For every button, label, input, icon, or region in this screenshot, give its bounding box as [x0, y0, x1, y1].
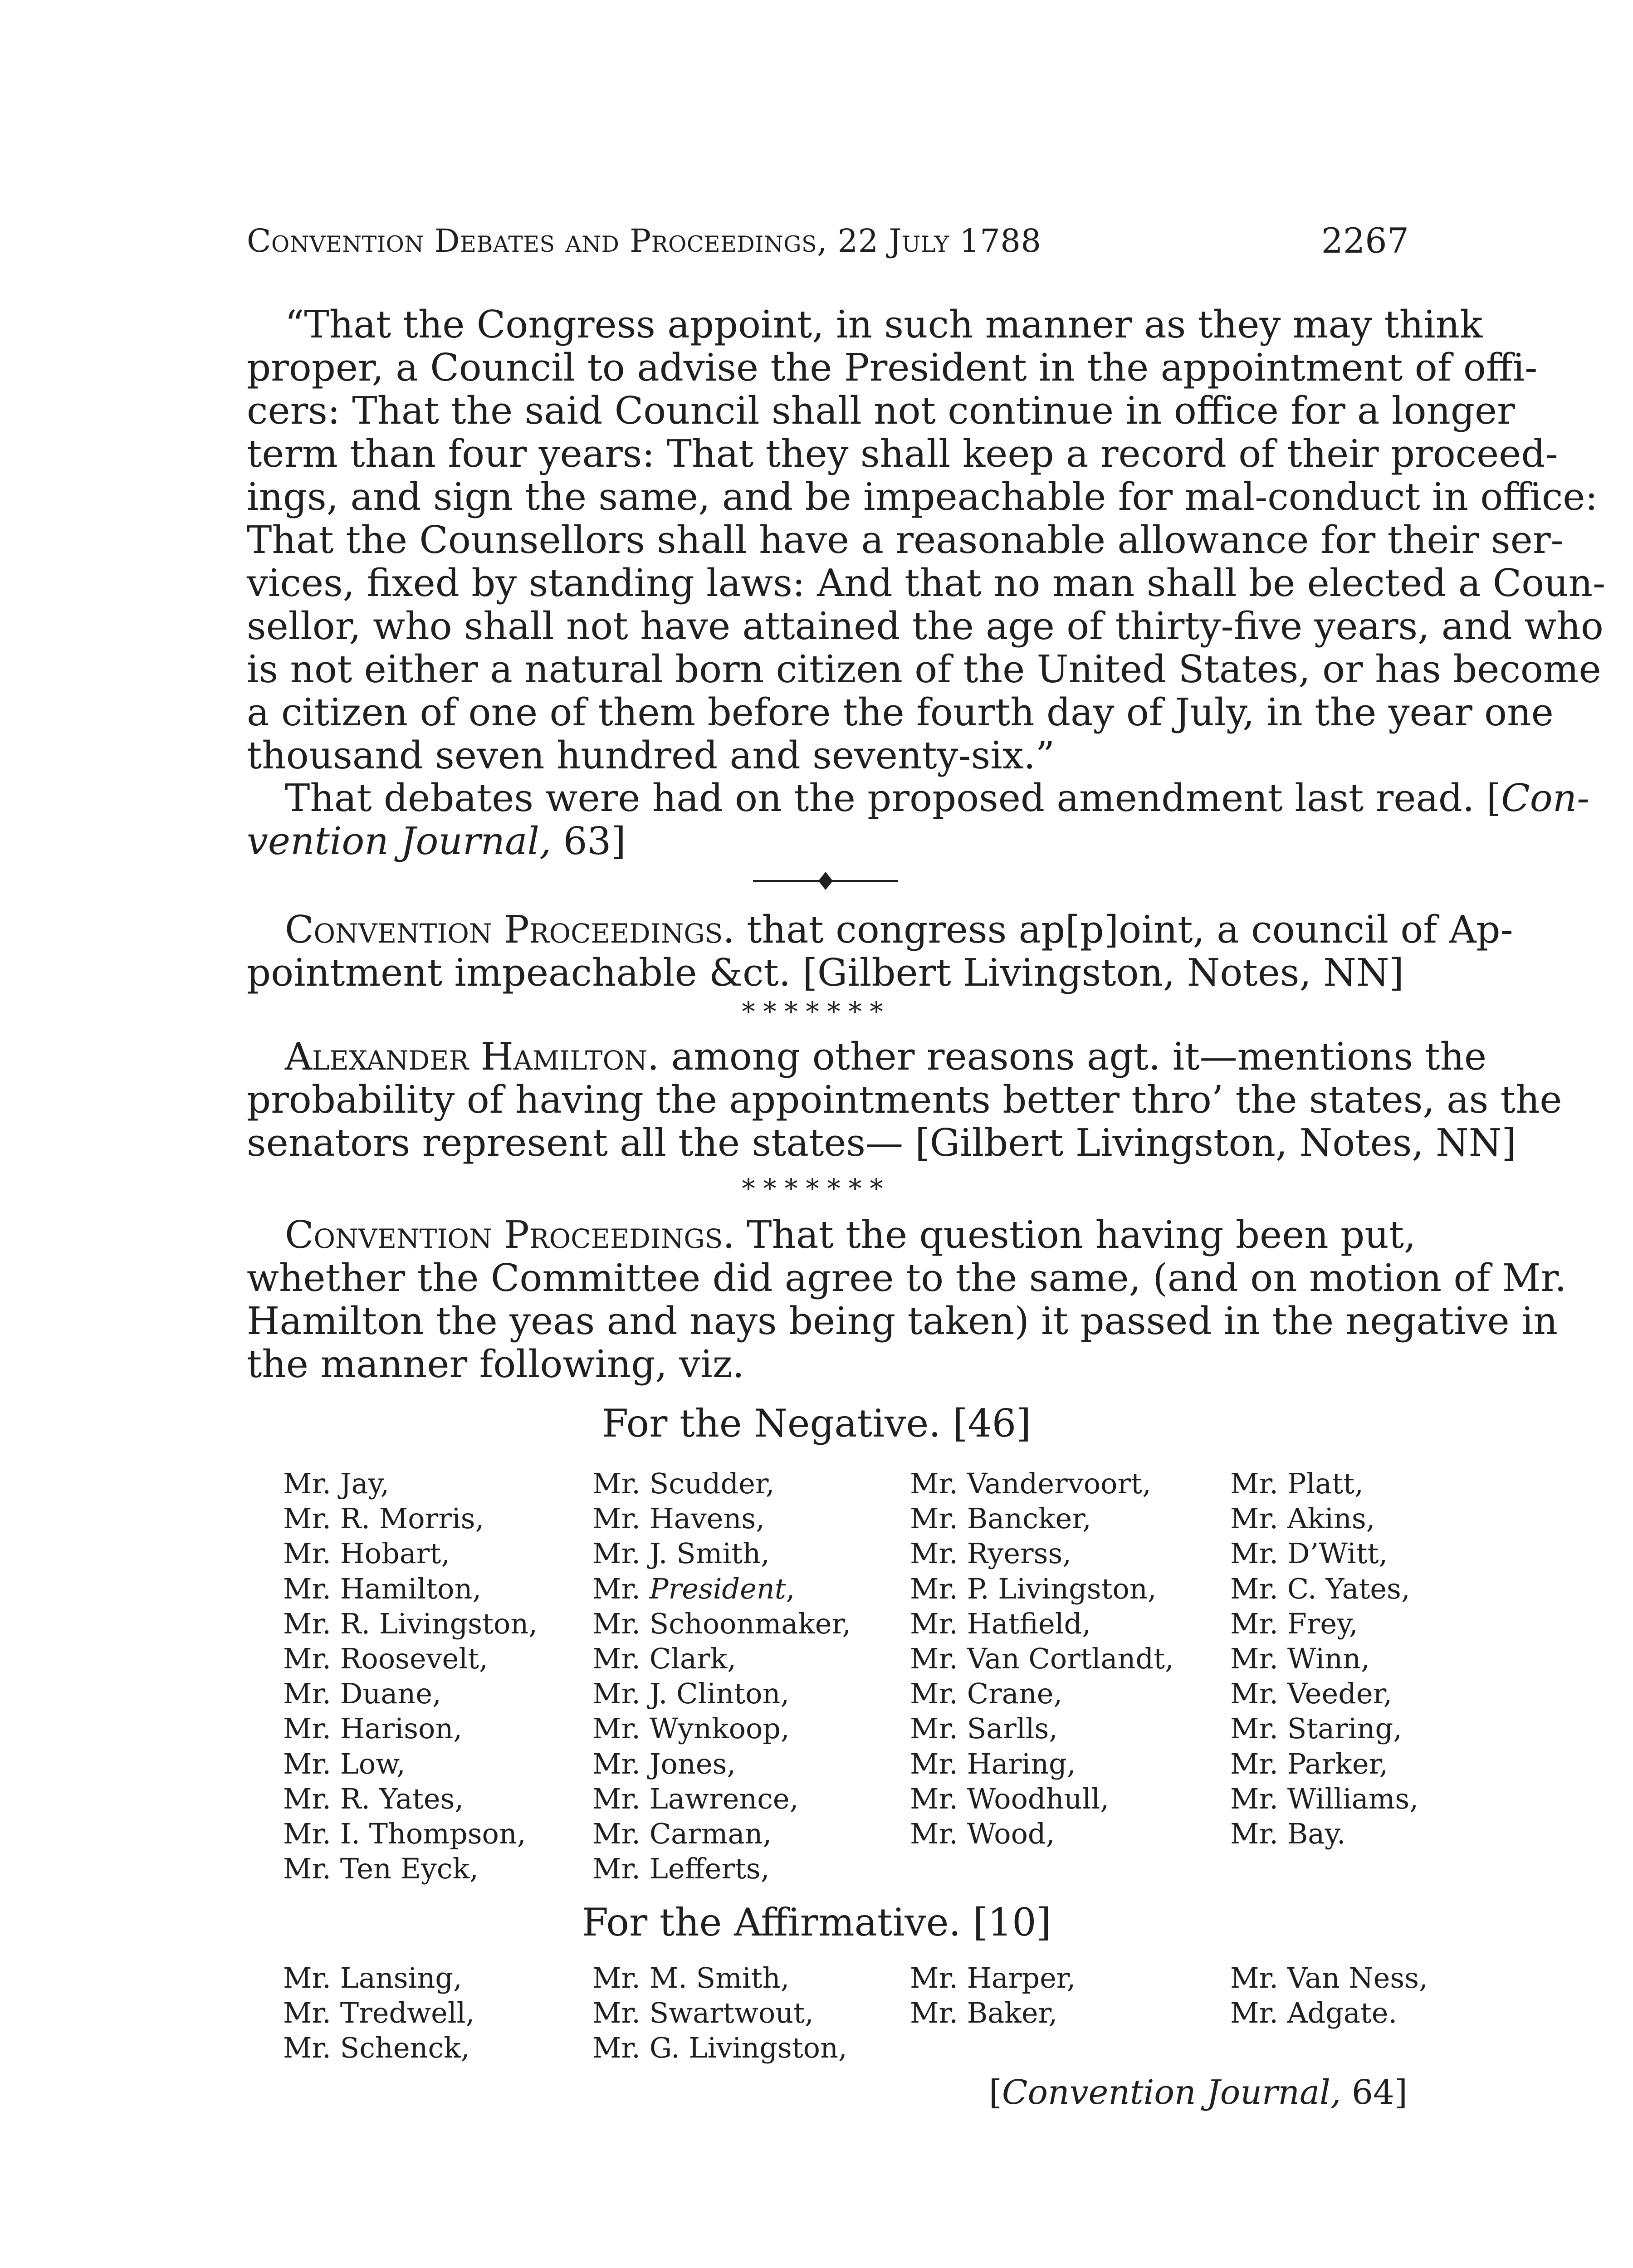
- voter-name: Mr. Harison,: [283, 1712, 463, 1745]
- negative-heading: For the Negative. [46]: [601, 1401, 1032, 1446]
- voter-name: Mr. Swartwout,: [592, 1996, 814, 2030]
- quote-line: “That the Congress appoint, in such manner as they may think: [285, 303, 1483, 347]
- affirmative-heading: For the Affirmative. [10]: [582, 1900, 1051, 1945]
- quote-line: sellor, who shall not have attained the age of thirty-five years, and who: [247, 604, 1604, 648]
- voter-name: Mr. Jay,: [283, 1467, 390, 1500]
- hamilton-line: probability of having the appointments better thro’ the states, as the: [247, 1078, 1562, 1122]
- voter-name: Mr. R. Livingston,: [283, 1607, 538, 1640]
- voter-name: Mr. Hatfield,: [910, 1607, 1091, 1640]
- voter-name: Mr. Wynkoop,: [592, 1712, 790, 1745]
- voter-name: Mr. D’Witt,: [1230, 1537, 1388, 1570]
- voter-name: Mr. Baker,: [910, 1996, 1058, 2030]
- voter-name: Mr. Bancker,: [910, 1502, 1091, 1535]
- asterisk-separator: *******: [742, 1173, 891, 1204]
- voter-name: Mr. Scudder,: [592, 1467, 775, 1500]
- quote-line: vices, fixed by standing laws: And that no man shall be elected a Coun-: [247, 561, 1606, 605]
- voter-name: Mr. Winn,: [1230, 1642, 1370, 1675]
- voter-name: Mr. Tredwell,: [283, 1996, 475, 2030]
- voter-name: Mr. G. Livingston,: [592, 2031, 847, 2065]
- voter-name: Mr. Veeder,: [1230, 1677, 1393, 1711]
- voter-name: Mr. Bay.: [1230, 1817, 1346, 1850]
- vote-paragraph-line: the manner following, viz.: [247, 1342, 744, 1386]
- voter-name: Mr. Williams,: [1230, 1782, 1418, 1815]
- speaker-label: Convention Proceedings.: [285, 1213, 735, 1257]
- voter-name: Mr. Carman,: [592, 1817, 772, 1850]
- voter-name: Mr. Parker,: [1230, 1747, 1389, 1780]
- journal-citation-italic: vention Journal,: [247, 819, 552, 863]
- president-italic: President: [649, 1572, 786, 1605]
- voter-name: Mr. M. Smith,: [592, 1961, 790, 1994]
- voter-name: Mr. Lansing,: [283, 1961, 462, 1994]
- citation-page: 64]: [1341, 2073, 1408, 2112]
- voter-name: Mr. Sarlls,: [910, 1712, 1058, 1745]
- voter-name: Mr. Low,: [283, 1747, 406, 1780]
- voter-name: Mr. Havens,: [592, 1502, 765, 1535]
- voter-name: Mr. Ryerss,: [910, 1537, 1072, 1570]
- debates-text: That debates were had on the proposed amendment last read. [: [285, 776, 1501, 820]
- voter-name: Mr. Clark,: [592, 1642, 736, 1675]
- voter-name: Mr. Vandervoort,: [910, 1467, 1151, 1500]
- journal-citation-italic: Con-: [1501, 776, 1590, 820]
- voter-name: Mr. Schoonmaker,: [592, 1607, 851, 1640]
- quote-line: proper, a Council to advise the President in the appointment of offi-: [247, 346, 1538, 390]
- running-header: [247, 220, 1409, 270]
- voter-name: Mr. Jones,: [592, 1747, 736, 1780]
- debates-line: [247, 820, 1409, 863]
- voter-name: Mr. R. Morris,: [283, 1502, 484, 1535]
- voter-name: Mr. Schenck,: [283, 2031, 470, 2065]
- quote-line: ings, and sign the same, and be impeachable for mal-conduct in office:: [247, 475, 1598, 519]
- page-number: 2267: [1321, 220, 1409, 261]
- running-title: Convention Debates and Proceedings, 22 July 1788: [247, 222, 1041, 259]
- paragraph-text: among other reasons agt. it—mentions the: [659, 1035, 1487, 1079]
- quote-line: That the Counsellors shall have a reasonable allowance for their ser-: [247, 518, 1564, 562]
- voter-name: Mr. Van Cortlandt,: [910, 1642, 1174, 1675]
- paragraph-text: That the question having been put,: [734, 1213, 1416, 1257]
- voter-name: Mr. Hamilton,: [283, 1572, 482, 1605]
- bracket: [: [989, 2073, 1002, 2112]
- paragraph-text: that congress ap[p]oint, a council of Ap-: [734, 908, 1513, 952]
- vote-paragraph-line: [285, 1213, 1416, 1257]
- voter-name: Mr. R. Yates,: [283, 1782, 464, 1815]
- voter-name: Mr. Ten Eyck,: [283, 1852, 479, 1886]
- voter-name: Mr. Woodhull,: [910, 1782, 1109, 1815]
- quote-line: a citizen of one of them before the fourth day of July, in the year one: [247, 690, 1554, 734]
- voter-name: Mr. President,: [592, 1572, 795, 1605]
- voter-name: Mr. Crane,: [910, 1677, 1063, 1711]
- hamilton-line: senators represent all the states— [Gilbert Livingston, Notes, NN]: [247, 1121, 1516, 1165]
- voter-name: Mr. P. Livingston,: [910, 1572, 1157, 1605]
- voter-name: Mr. Wood,: [910, 1817, 1055, 1850]
- quote-line: cers: That the said Council shall not continue in office for a longer: [247, 389, 1515, 433]
- voter-name: Mr. Frey,: [1230, 1607, 1358, 1640]
- voter-name: Mr. Roosevelt,: [283, 1642, 488, 1675]
- proceedings-line: [285, 908, 1513, 952]
- voter-name: Mr. Haring,: [910, 1747, 1076, 1780]
- voter-name: Mr. I. Thompson,: [283, 1817, 526, 1850]
- voter-name: Mr. C. Yates,: [1230, 1572, 1410, 1605]
- vote-paragraph-line: Hamilton the yeas and nays being taken) it passed in the negative in: [247, 1299, 1558, 1343]
- voter-name: Mr. Duane,: [283, 1677, 441, 1711]
- section-divider-ornament: [748, 867, 903, 894]
- debates-citation: 63]: [551, 819, 626, 863]
- debates-line: [285, 776, 1590, 820]
- vote-paragraph-line: whether the Committee did agree to the same, (and on motion of Mr.: [247, 1256, 1567, 1300]
- voter-name: Mr. Harper,: [910, 1961, 1076, 1994]
- journal-reference: [989, 2072, 1408, 2113]
- voter-name: Mr. Van Ness,: [1230, 1961, 1428, 1994]
- proceedings-line: pointment impeachable &ct. [Gilbert Livingston, Notes, NN]: [247, 951, 1404, 995]
- voter-name: Mr. Hobart,: [283, 1537, 450, 1570]
- asterisk-separator: *******: [742, 996, 891, 1027]
- quote-line: is not either a natural born citizen of the United States, or has become: [247, 647, 1601, 691]
- voter-name: Mr. Lefferts,: [592, 1852, 770, 1886]
- speaker-label: Alexander Hamilton.: [285, 1035, 660, 1079]
- journal-citation-italic: Convention Journal,: [1002, 2073, 1341, 2112]
- voter-name: Mr. J. Smith,: [592, 1537, 770, 1570]
- hamilton-line: [285, 1035, 1487, 1079]
- voter-name: Mr. Staring,: [1230, 1712, 1402, 1745]
- voter-name: Mr. Platt,: [1230, 1467, 1364, 1500]
- quote-line: thousand seven hundred and seventy-six.”: [247, 733, 1055, 777]
- speaker-label: Convention Proceedings.: [285, 908, 735, 952]
- quote-line: term than four years: That they shall keep a record of their proceed-: [247, 432, 1558, 476]
- voter-name: Mr. J. Clinton,: [592, 1677, 790, 1711]
- voter-name: Mr. Akins,: [1230, 1502, 1375, 1535]
- voter-name: Mr. Lawrence,: [592, 1782, 799, 1815]
- voter-name: Mr. Adgate.: [1230, 1996, 1398, 2030]
